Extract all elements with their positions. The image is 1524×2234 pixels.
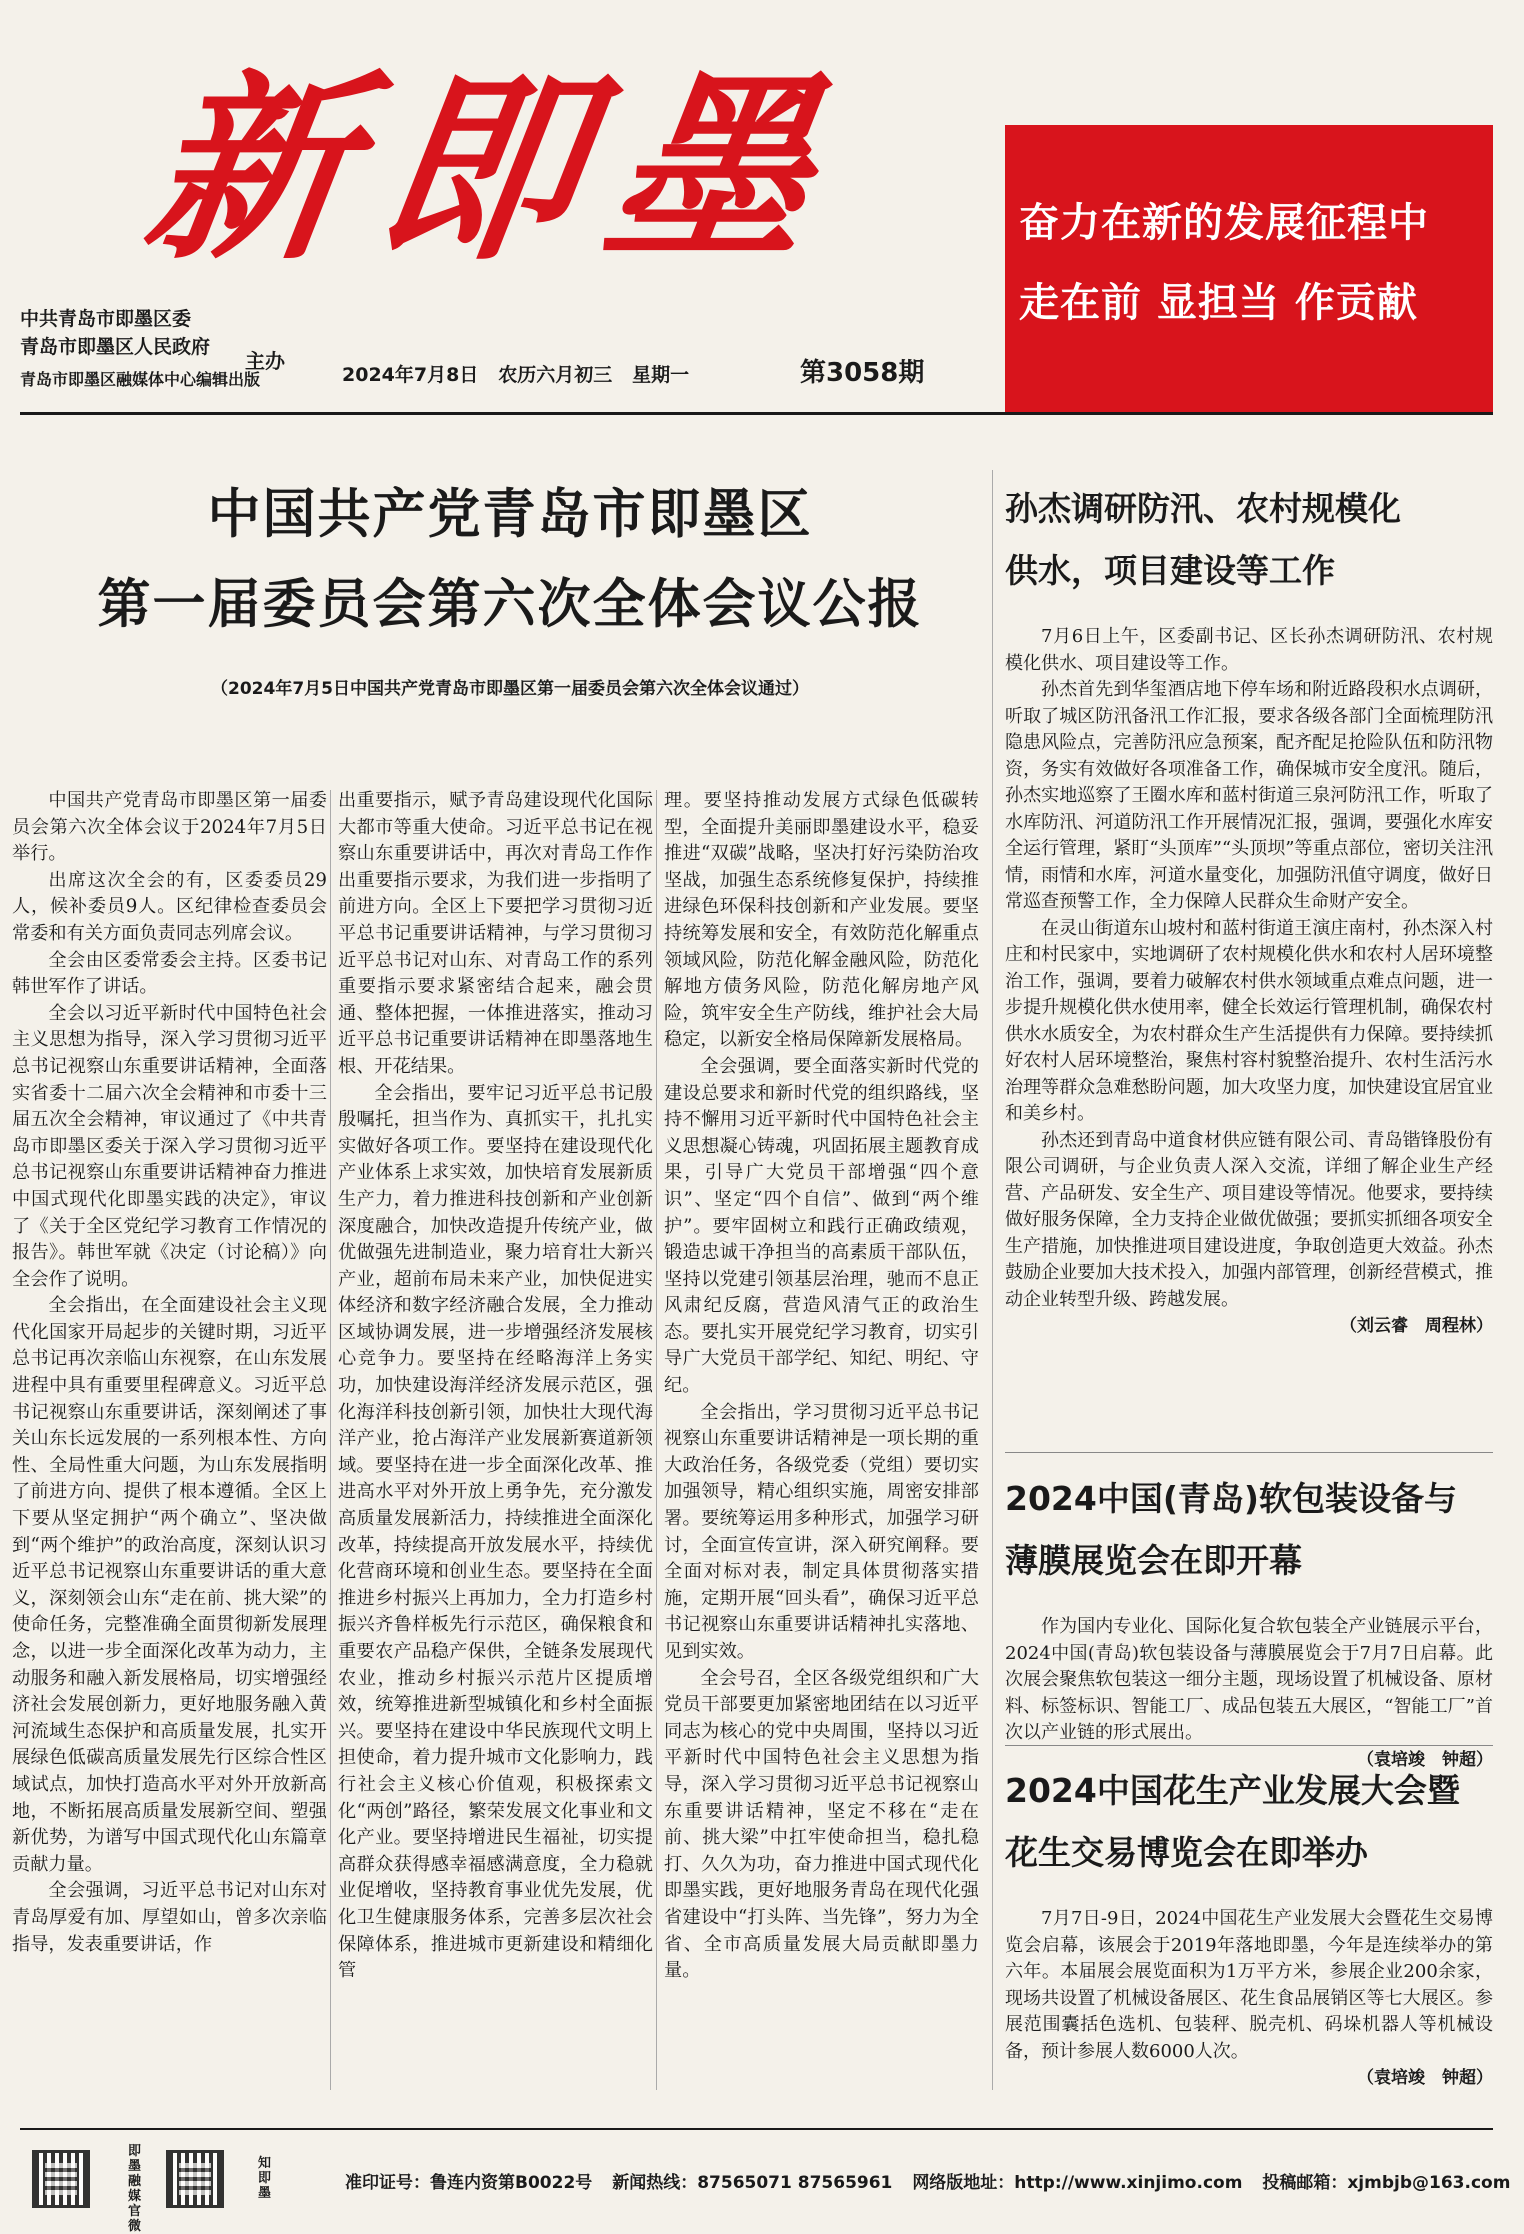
column-divider <box>330 790 331 2090</box>
qr-code-icon <box>32 2150 90 2208</box>
article-body <box>1005 1614 1493 1773</box>
qr-label-1: 即墨融媒官微 <box>128 2144 142 2234</box>
article-divider <box>1005 1745 1493 1746</box>
footer-info <box>345 2168 1524 2193</box>
article-title-line-2: 花生交易博览会在即举办 <box>1005 1833 1368 1872</box>
date-line <box>342 360 689 387</box>
website-link[interactable]: 网络版地址：http://www.xinjimo.com <box>912 2173 1243 2193</box>
slogan-line-1: 奋力在新的发展征程中 <box>1019 200 1429 246</box>
paragraph: 在灵山街道东山坡村和蓝村街道王演庄南村，孙杰深入村庄和村民家中，实地调研了农村规模化供水和农村人居环境整治工作，强调，要着力破解农村供水领域重点难点问题，进一步提升规模化供水使用率，健全长效运行管理机制，确保农村供水水质安全，为农村群众生产生活提供有力保障。要持续抓好农村人居环境整治，聚焦村容村貌整治提升、农村生活污水治理等群众急难愁盼问题，加大攻坚力度，加快建设宜居宜业和美乡村。 <box>1005 917 1493 1124</box>
main-title-line-1: 中国共产党青岛市即墨区 <box>207 484 813 545</box>
news-hotline: 新闻热线：87565071 87565961 <box>612 2173 893 2193</box>
paragraph: 全会指出，学习贯彻习近平总书记视察山东重要讲话精神是一项长期的重大政治任务，各级党委（党组）要切实加强领导，精心组织实施，周密安排部署。要统筹运用多种形式，加强学习研讨，全面宣传宣讲，深入研究阐释。要全面对标对表，制定具体贯彻落实措施，定期开展“回头看”，确保习近平总书记视察山东重要讲话精神扎实落地、见到实效。 <box>664 1401 979 1662</box>
byline: （袁培竣 钟超） <box>1357 1749 1493 1770</box>
article-title-line-1: 2024中国(青岛)软包装设备与 <box>1005 1479 1458 1518</box>
weekday: 星期一 <box>632 364 690 386</box>
paragraph: 孙杰首先到华玺酒店地下停车场和附近路段积水点调研，听取了城区防汛备汛工作汇报，要求各级各部门全面梳理防汛隐患风险点，完善防汛应急预案，配齐配足抢险队伍和防汛物资，务实有效做好各项准备工作，确保城市安全度汛。随后，孙杰实地巡察了王圈水库和蓝村街道三泉河防汛工作，听取了水库防汛、河道防汛工作开展情况汇报，强调，要强化水库安全运行管理，紧盯“头顶库”“头顶坝”等重点部位，密切关注汛情，雨情和水库，河道水量变化，加强防汛值守调度，做好日常巡查预警工作，全力保障人民群众生命财产安全。 <box>1005 679 1493 912</box>
byline: （袁培竣 钟超） <box>1357 2068 1493 2088</box>
article-body <box>1005 1906 1493 2092</box>
print-license: 准印证号：鲁连内资第B0022号 <box>345 2173 593 2193</box>
slogan-line-2: 走在前 显担当 作贡献 <box>1019 280 1418 326</box>
column-divider <box>656 790 657 2090</box>
byline: （刘云睿 周程林） <box>1340 1316 1493 1336</box>
sponsor-government: 青岛市即墨区人民政府 <box>20 336 211 358</box>
section-divider <box>992 470 993 2090</box>
article-title-line-2: 供水，项目建设等工作 <box>1005 551 1335 590</box>
issue-number: 第3058期 <box>800 358 925 388</box>
paragraph: 7月7日-9日，2024中国花生产业发展大会暨花生交易博览会启幕，该展会于2019年落地即墨，今年是连续举办的第六年。本届展会展览面积为1万平方米，参展企业200余家，现场共设置了机械设备展区、花生食品展销区等七大展区。参展范围囊括色选机、包装秤、脱壳机、码垛机器人等机械设备，预计参展人数6000人次。 <box>1005 1908 1493 2062</box>
main-article-column-3 <box>664 788 979 1985</box>
main-title-line-2: 第一届委员会第六次全体会议公报 <box>97 574 923 635</box>
paragraph: 全会号召，全区各级党组织和广大党员干部要更加紧密地团结在以习近平同志为核心的党中央周围，坚持以习近平新时代中国特色社会主义思想为指导，深入学习贯彻习近平总书记视察山东重要讲话精神，坚定不移在“走在前、挑大梁”中扛牢使命担当，稳扎稳打、久久为功，奋力推进中国式现代化即墨实践，更好地服务青岛在现代化强省建设中“打头阵、当先锋”，努力为全省、全市高质量发展大局贡献即墨力量。 <box>664 1667 979 1982</box>
qr-code-icon <box>166 2150 224 2208</box>
paragraph: 中国共产党青岛市即墨区第一届委员会第六次全体会议于2024年7月5日举行。 <box>12 790 327 865</box>
logo-text: 新即墨 <box>133 52 857 287</box>
submission-email[interactable]: 投稿邮箱：xjmbjb@163.com <box>1262 2173 1511 2193</box>
paragraph: 出重要指示，赋予青岛建设现代化国际大都市等重大使命。习近平总书记在视察山东重要讲话中，再次对青岛工作作出重要指示要求，为我们进一步指明了前进方向。全区上下要把学习贯彻习近平总书记重要讲话精神，与学习贯彻习近平总书记对山东、对青岛工作的系列重要指示要求紧密结合起来，融会贯通、整体把握，一体推进落实，推动习近平总书记重要讲话精神在即墨落地生根、开花结果。 <box>338 790 653 1077</box>
paragraph: 7月6日上午，区委副书记、区长孙杰调研防汛、农村规模化供水、项目建设等工作。 <box>1005 626 1493 674</box>
masthead-divider <box>20 412 1493 415</box>
right-article-3 <box>1005 1760 1493 2092</box>
article-divider <box>1005 1452 1493 1453</box>
paragraph: 全会由区委常委会主持。区委书记韩世军作了讲话。 <box>12 949 327 998</box>
slogan-banner <box>1005 125 1493 412</box>
article-body <box>1005 624 1493 1340</box>
article-title-line-1: 2024中国花生产业发展大会暨 <box>1005 1771 1460 1810</box>
paragraph: 全会强调，习近平总书记对山东对青岛厚爱有加、厚望如山，曾多次亲临指导，发表重要讲话，作 <box>12 1880 327 1955</box>
footer-divider <box>20 2128 1493 2130</box>
lunar-date: 农历六月初三 <box>498 364 613 386</box>
paragraph: 全会指出，在全面建设社会主义现代化国家开局起步的关键时期，习近平总书记再次亲临山东视察，在山东发展进程中具有重要里程碑意义。习近平总书记视察山东重要讲话，深刻阐述了事关山东长远发展的一系列根本性、方向性、全局性重大问题，为山东发展指明了前进方向、提供了根本遵循。全区上下要从坚定拥护“两个确立”、坚决做到“两个维护”的政治高度，深刻认识习近平总书记视察山东重要讲话的重大意义，深刻领会山东“走在前、挑大梁”的使命任务，完整准确全面贯彻新发展理念，以进一步全面深化改革为动力，主动服务和融入新发展格局，切实增强经济社会发展创新力，更好地服务融入黄河流域生态保护和高质量发展，扎实开展绿色低碳高质量发展先行区综合性区域试点，加快打造高水平对外开放新高地，不断拓展高质量发展新空间、塑强新优势，为谱写中国式现代化山东篇章贡献力量。 <box>12 1295 327 1875</box>
main-article-column-2 <box>338 788 653 1985</box>
sponsor-party-committee: 中共青岛市即墨区委 <box>20 308 192 330</box>
right-article-2 <box>1005 1468 1493 1773</box>
publish-date: 2024年7月8日 <box>342 364 479 386</box>
paragraph: 全会指出，要牢记习近平总书记殷殷嘱托，担当作为、真抓实干，扎扎实实做好各项工作。要坚持在建设现代化产业体系上求实效，加快培育发展新质生产力，着力推进科技创新和产业创新深度融合，加快改造提升传统产业，做优做强先进制造业，聚力培育壮大新兴产业，超前布局未来产业，加快促进实体经济和数字经济融合发展，全力推动区域协调发展，进一步增强经济发展核心竞争力。要坚持在经略海洋上务实功，加快建设海洋经济发展示范区，强化海洋科技创新引领，加快壮大现代海洋产业，抢占海洋产业发展新赛道新领域。要坚持在进一步全面深化改革、推进高水平对外开放上勇争先，充分激发高质量发展新活力，持续推进全面深化改革，持续提高开放发展水平，持续优化营商环境和创业生态。要坚持在全面推进乡村振兴上再加力，全力打造乡村振兴齐鲁样板先行示范区，确保粮食和重要农产品稳产保供，全链条发展现代农业，推动乡村振兴示范片区提质增效，统筹推进新型城镇化和乡村全面振兴。要坚持在建设中华民族现代文明上担使命，着力提升城市文化影响力，践行社会主义核心价值观，积极探索文化“两创”路径，繁荣发展文化事业和文化产业。要坚持增进民生福祉，切实提高群众获得感幸福感满意度，全力稳就业促增收，坚持教育事业优先发展，优化卫生健康服务体系，完善多层次社会保障体系，推进城市更新建设和精细化管 <box>338 1082 653 1982</box>
newspaper-logo <box>133 50 857 290</box>
masthead <box>20 20 1000 400</box>
paragraph: 理。要坚持推动发展方式绿色低碳转型，全面提升美丽即墨建设水平，稳妥推进“双碳”战略，坚决打好污染防治攻坚战，加强生态系统修复保护，持续推进绿色环保科技创新和产业发展。要坚持统筹发展和安全，有效防范化解重点领域风险，防范化解金融风险，防范化解地方债务风险，防范化解房地产风险，筑牢安全生产防线，维护社会大局稳定，以新安全格局保障新发展格局。 <box>664 790 979 1051</box>
paragraph: 全会以习近平新时代中国特色社会主义思想为指导，深入学习贯彻习近平总书记视察山东重要讲话精神，全面落实省委十二届六次全会精神和市委十三届五次全会精神，审议通过了《中共青岛市即墨区委关于深入学习贯彻习近平总书记视察山东重要讲话精神奋力推进中国式现代化即墨实践的决定》，审议了《关于全区党纪学习教育工作情况的报告》。韩世军就《决定（讨论稿）》向全会作了说明。 <box>12 1002 327 1290</box>
main-article-header <box>20 470 1000 699</box>
sponsor-block <box>20 305 360 390</box>
article-title-line-1: 孙杰调研防汛、农村规模化 <box>1005 489 1401 528</box>
editor-note: 青岛市即墨区融媒体中心编辑出版 <box>20 370 261 389</box>
right-article-1 <box>1005 478 1493 1340</box>
paragraph: 出席这次全会的有，区委委员29人，候补委员9人。区纪律检查委员会常委和有关方面负责同志列席会议。 <box>12 869 327 944</box>
main-article-column-1 <box>12 788 327 1958</box>
paragraph: 全会强调，要全面落实新时代党的建设总要求和新时代党的组织路线，坚持不懈用习近平新时代中国特色社会主义思想凝心铸魂，巩固拓展主题教育成果，引导广大党员干部增强“四个意识”、坚定“四个自信”、做到“两个维护”。要牢固树立和践行正确政绩观，锻造忠诚干净担当的高素质干部队伍，坚持以党建引领基层治理，驰而不息正风肃纪反腐，营造风清气正的政治生态。要扎实开展党纪学习教育，切实引导广大党员干部学纪、知纪、明纪、守纪。 <box>664 1055 979 1397</box>
qr-label-2: 知即墨 <box>258 2156 272 2201</box>
sponsor-suffix: 主办 <box>245 349 285 373</box>
paragraph: 作为国内专业化、国际化复合软包装全产业链展示平台，2024中国(青岛)软包装设备与薄膜展览会于7月7日启幕。此次展会聚焦软包装这一细分主题，现场设置了机械设备、原材料、标签标识、智能工厂、成品包装五大展区，“智能工厂”首次以产业链的形式展出。 <box>1005 1616 1493 1743</box>
paragraph: 孙杰还到青岛中道食材供应链有限公司、青岛锴锋股份有限公司调研，与企业负责人深入交流，详细了解企业生产经营、产品研发、安全生产、项目建设等情况。他要求，要持续做好服务保障，全力支持企业做优做强；要抓实抓细各项安全生产措施，加快推进项目建设进度，争取创造更大效益。孙杰鼓励企业要加大技术投入，加强内部管理，创新经营模式，推动企业转型升级、跨越发展。 <box>1005 1129 1493 1310</box>
article-title-line-2: 薄膜展览会在即开幕 <box>1005 1541 1302 1580</box>
main-subtitle: （2024年7月5日中国共产党青岛市即墨区第一届委员会第六次全体会议通过） <box>211 679 809 699</box>
footer <box>0 2144 1511 2234</box>
